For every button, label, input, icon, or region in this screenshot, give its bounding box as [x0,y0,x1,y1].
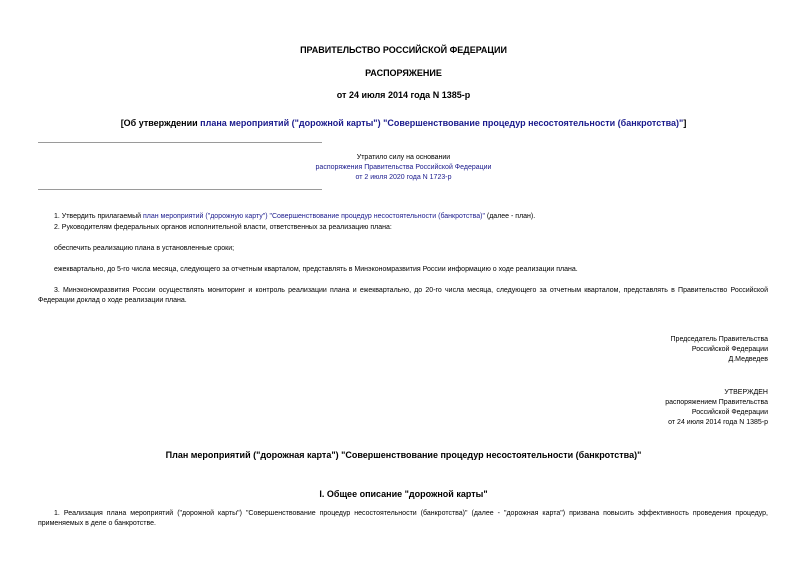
paragraph-2: 2. Руководителям федеральных органов исполнительной власти, ответственных за реализацию плана: [54,224,392,231]
approval-date: от 24 июля 2014 года N 1385-р [668,419,768,426]
title-prefix: [Об утверждении [120,118,201,128]
status-note-line1: Утратило силу на основании [356,154,451,161]
section-1-heading: I. Общее описание "дорожной карты" [319,489,488,499]
signature-country: Российской Федерации [691,346,768,353]
paragraph-1-suffix: (далее - план). [484,213,536,220]
paragraph-2a: обеспечить реализацию плана в установленные сроки; [54,245,235,252]
title-suffix: ] [683,118,687,128]
document-type: РАСПОРЯЖЕНИЕ [365,68,442,78]
paragraph-3: 3. Минэкономразвития России осуществлять мониторинг и контроль реализации плана и ежеквартально, до 20-го числа месяца, следующего за отчетным кварталом, представлять в Правительство Российской Федерации доклад о ходе реализации плана. [38,287,768,304]
plan-link[interactable]: план мероприятий ("дорожную карту") "Совершенствование процедур несостоятельности (банкротства)" [142,213,485,220]
title-link[interactable]: плана мероприятий ("дорожной карты") "Совершенствование процедур несостоятельности (банкротства)" [200,118,684,128]
paragraph-1-prefix: 1. Утвердить прилагаемый [54,213,143,220]
section-1-paragraph-1: 1. Реализация плана мероприятий ("дорожной карты") "Совершенствование процедур несостоятельности (банкротства)" (далее - "дорожная карта") призвана повысить эффективность проведения процедур, применяемых в деле о банкротстве. [38,510,768,527]
government-heading: ПРАВИТЕЛЬСТВО РОССИЙСКОЙ ФЕДЕРАЦИИ [300,45,507,55]
status-note-date-link[interactable]: от 2 июля 2020 года N 1723-р [355,174,452,181]
signature-name: Д.Медведев [728,356,768,363]
signature-title: Председатель Правительства [670,336,768,343]
document-title [0,118,807,128]
approval-block [665,388,768,428]
divider-bottom [38,189,322,190]
approval-country: Российской Федерации [691,409,768,416]
approval-label: УТВЕРЖДЕН [724,389,768,396]
approval-source: распоряжением Правительства [665,399,768,406]
divider-top [38,142,322,143]
document-date-number: от 24 июля 2014 года N 1385-р [336,90,471,100]
signature-block [671,335,768,365]
status-note-link[interactable]: распоряжения Правительства Российской Федерации [315,164,492,171]
paragraph-1 [38,212,768,222]
plan-title: План мероприятий ("дорожная карта") "Совершенствование процедур несостоятельности (банкротства)" [165,450,642,460]
paragraph-2b: ежеквартально, до 5-го числа месяца, следующего за отчетным кварталом, представлять в Минэкономразвития России информацию о ходе реализации плана. [54,266,578,273]
